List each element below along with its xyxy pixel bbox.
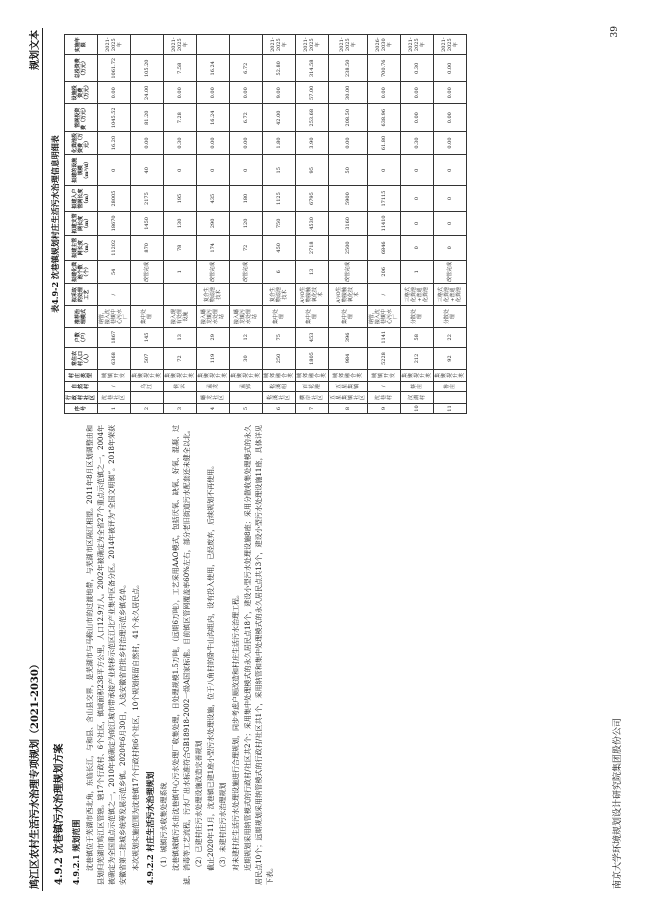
table-cell: 0.00 xyxy=(230,132,263,155)
table-cell: 30 xyxy=(230,347,263,370)
table-cell: 0 xyxy=(197,155,230,186)
table-cell: 0.00 xyxy=(368,82,401,104)
table-cell: 横岸社区 xyxy=(296,392,329,404)
header-doc-type: 规划文本 xyxy=(30,30,41,70)
table-cell: 7.58 xyxy=(164,55,197,82)
table-cell xyxy=(230,392,263,404)
table-cell: 2500 xyxy=(329,236,368,260)
table-cell: 松溪组 xyxy=(263,381,296,391)
table-cell: 0 xyxy=(434,186,467,211)
table-cell: 95 xyxy=(296,155,329,186)
page-number: 39 xyxy=(610,26,620,38)
table-cell: 3.90 xyxy=(296,132,329,155)
table-header-cell: 管网投资费（万元） xyxy=(65,104,98,132)
table-cell: 1 xyxy=(401,260,434,284)
table-cell: 29 xyxy=(197,328,230,348)
table-cell: 2021-2025年 xyxy=(401,35,434,55)
paragraph-intro: 沈巷镇位于芜湖市西北角，东临长江，与和县、含山县交界，是芜湖市与马鞍山市的过渡地带，与芜湖市区隔江相望。2011年8月区划调整由和县划归芜湖市鸠江区管辖。辖17个行政村、6个社区，镇域面积238平方公里，人口12.9万人。2002年被确定为全省27个重点示范镇之一，2004年被确定为全国重点示范镇之一，2010年被确定为皖江城市带承接产业转移示范区江北产业集中区备分区。2014年被评为“全国文明镇”。2018年荣获安徽省第二批城乡统筹发展示范乡镇。2020年6月30日，入选安徽省首批乡村治理示范乡镇名单。 xyxy=(85,425,128,885)
table-cell: 16.20 xyxy=(98,132,131,155)
table-title: 表4.9-2 沈巷镇规划村庄生活污水治理信息明细表 xyxy=(50,135,60,313)
table-cell: 2021-2025年 xyxy=(263,35,296,55)
table-header-cell: 化粪池投资费（万元） xyxy=(65,132,98,155)
footer-org: 南京大学环境规划设计研究院集团股份公司 xyxy=(613,717,623,889)
table-header-cell: 村庄类型 xyxy=(65,370,98,381)
table-cell xyxy=(164,392,197,404)
table-cell: 7.28 xyxy=(164,104,197,132)
table-cell: 0 xyxy=(401,236,434,260)
table-cell: 4 xyxy=(197,404,230,414)
table-cell xyxy=(230,284,263,306)
table-cell: 4530 xyxy=(296,211,329,235)
table-cell: 9 xyxy=(368,404,401,414)
table-cell: 城郊融合类 xyxy=(296,370,329,381)
table-cell: 145 xyxy=(131,328,164,348)
table-cell: 分散处理 xyxy=(401,306,434,328)
paragraph-existing: 截止2020年11月，沈巷镇已建1座小型污水处理设施，位于八角村的卧牛山沟组内，设有投入使用，已经废弃，后续规划不再使用。 xyxy=(207,461,216,871)
table-cell: 城镇开发 xyxy=(98,370,131,381)
table-cell: A²/O生物接触氧化技术 xyxy=(296,284,329,306)
table-header-cell: 拟建主管网长度（m） xyxy=(65,236,98,260)
table-cell: 57.00 xyxy=(296,82,329,104)
table-cell: 2021-2025年 xyxy=(164,35,197,55)
table-cell: 蟠龙社区 xyxy=(197,392,230,404)
table-cell: 城郊融合类 xyxy=(329,370,368,381)
paragraph-town-system: 沈巷镇城镇污水由沈巷镇中心污水处理厂收集处理，日处理规模1.5万吨，（远期6万吨），工艺采用AAO模式，包括厌氧、缺氧、好氧、混凝、过滤、消毒等工艺流程，污水厂出水标准符合GB18918-2002一级A国家标准。目前镇区管网覆盖率60%左右，部分老旧街道污水配套还未健全以北。 xyxy=(171,425,191,885)
table-cell: 0.00 xyxy=(434,82,467,104)
paragraph-unbuilt: 对未建村庄生活污水处理设施进行合理规划，同步考虑户厕改造和村庄生活污水治理工程。 xyxy=(231,591,240,871)
table-cell: / xyxy=(98,381,131,391)
table-row xyxy=(98,35,131,414)
table-cell: 195 xyxy=(164,186,197,211)
table-cell: 16.24 xyxy=(197,55,230,82)
table-cell: 92 xyxy=(434,347,467,370)
table-cell: 0 xyxy=(98,155,131,186)
table-cell: 6.72 xyxy=(230,55,263,82)
table-cell: 侯云 xyxy=(164,381,197,391)
table-cell: 7 xyxy=(296,404,329,414)
table-cell: / xyxy=(368,284,401,306)
table-cell: 1125 xyxy=(263,186,296,211)
table-cell: 0 xyxy=(230,155,263,186)
table-cell: 集中处理 xyxy=(296,306,329,328)
table-cell: 2021-2025年 xyxy=(329,35,368,55)
table-cell: 2021-2025年 xyxy=(434,35,467,55)
table-cell: 450 xyxy=(263,236,296,260)
table-cell: 纳管，接入沈巷镇中心污水厂 xyxy=(98,306,131,328)
table-cell: 接入现有处理设施 xyxy=(164,306,197,328)
table-cell: / xyxy=(98,284,131,306)
table-cell: 接入蟠龙镇污水处理站 xyxy=(197,306,230,328)
table-cell: 0.30 xyxy=(164,132,197,155)
table-cell: 72 xyxy=(164,347,197,370)
table-cell: 81.20 xyxy=(131,104,164,132)
table-header-cell: 行政村社区 xyxy=(65,392,98,404)
table-cell: 集中处理 xyxy=(131,306,164,328)
table-cell: 集聚提升类 xyxy=(197,370,230,381)
table-cell: 1045.52 xyxy=(98,104,131,132)
table-cell: 0.30 xyxy=(401,132,434,155)
table-row xyxy=(197,35,230,414)
table-cell: 15 xyxy=(263,155,296,186)
table-cell: 6 xyxy=(263,260,296,284)
table-cell: 61.80 xyxy=(368,132,401,155)
table-cell: 0.30 xyxy=(401,55,434,82)
table-header-cell: 常住农村人口（人） xyxy=(65,347,98,370)
table-cell: 0 xyxy=(401,186,434,211)
table-cell: 24.00 xyxy=(131,82,164,104)
table-cell xyxy=(230,35,263,55)
table-cell xyxy=(131,392,164,404)
table-header-cell: 拟建入户管网长度（m） xyxy=(65,186,98,211)
table-cell: 0.00 xyxy=(98,82,131,104)
table-row xyxy=(230,35,263,414)
table-header-row xyxy=(65,35,98,414)
table-cell: 75 xyxy=(263,328,296,348)
table-cell: 3160 xyxy=(329,211,368,235)
table-cell: 0 xyxy=(164,155,197,186)
table-cell: 5228 xyxy=(368,347,401,370)
table-row xyxy=(263,35,296,414)
table-cell: A²/O生物接触氧化技术 xyxy=(329,284,368,306)
table-cell: 9.00 xyxy=(263,82,296,104)
table-header-cell: 拟采取的处理工艺 xyxy=(65,284,98,306)
item-heading-1: （1）城镇污水收集处理系统 xyxy=(159,782,168,871)
table-cell: 1061.72 xyxy=(98,55,131,82)
table-cell: 250 xyxy=(263,347,296,370)
table-cell: 10 xyxy=(401,404,434,414)
table-cell xyxy=(434,392,467,404)
table-cell: 0 xyxy=(401,155,434,186)
table-cell: 复合生物滤池技术 xyxy=(263,284,296,306)
table-cell: 238.50 xyxy=(329,55,368,82)
subsection-plan: 4.9.2.2 村庄生活污水治理规划 xyxy=(144,771,155,885)
table-cell: 50 xyxy=(329,155,368,186)
table-cell: 2718 xyxy=(296,236,329,260)
table-cell: 纳管，接入沈巷镇中心污水厂 xyxy=(368,306,401,328)
table-cell: 5 xyxy=(230,404,263,414)
table-header-cell: 户数（户） xyxy=(65,328,98,348)
table-cell: 3 xyxy=(164,404,197,414)
table-cell: 集聚提升类 xyxy=(401,370,434,381)
table-row xyxy=(164,35,197,414)
table-cell: 2175 xyxy=(131,186,164,211)
table-cell: 沈巷社区 xyxy=(98,392,131,404)
table-cell: 百花港 xyxy=(296,381,329,391)
item-heading-2: （2）已建村庄污水处理设施改造完善规划 xyxy=(195,740,204,871)
table-cell: 6795 xyxy=(296,186,329,211)
table-cell: 三格式化粪池+普通化粪池 xyxy=(401,284,434,306)
table-cell: 0.00 xyxy=(197,132,230,155)
table-cell: 0 xyxy=(434,236,467,260)
body-text xyxy=(50,425,277,885)
table-cell: 28005 xyxy=(98,186,131,211)
table-cell: 0.00 xyxy=(197,82,230,104)
table-cell: 0.00 xyxy=(434,104,467,132)
table-cell: 174 xyxy=(197,236,230,260)
table-header-cell: 设施投资费（万元） xyxy=(65,82,98,104)
table-header-cell: 推荐治理模式 xyxy=(65,306,98,328)
table-cell: 6368 xyxy=(98,347,131,370)
header-title: 鸠江区农村生活污水治理专项规划（2021-2030） xyxy=(30,659,41,889)
table-cell: 700.76 xyxy=(368,55,401,82)
table-cell: 1 xyxy=(164,260,197,284)
table-cell: 0 xyxy=(368,155,401,186)
table-cell: 0.00 xyxy=(401,104,434,132)
table-cell: 870 xyxy=(131,236,164,260)
table-cell: 五星集镇 xyxy=(329,381,368,391)
table-cell: 208.50 xyxy=(329,104,368,132)
table-cell: 119 xyxy=(197,347,230,370)
table-header-cell: 总投资费（万元） xyxy=(65,55,98,82)
table-cell: 1450 xyxy=(131,211,164,235)
table-cell: / xyxy=(368,381,401,391)
paragraph-plan-detail: 近期规划采用纳管模式的行政村/社区共2个；采用集中处理模式的永久居民点18个，建设小型污水处理设施8座；采用分散收集处理模式的永久居民点10个；远期规划采用纳管模式的行政村/社区共1个，采用纳管和集中处理模式的永久居民点共13个，建设小型污水处理设施11座，具体详见下表。 xyxy=(243,425,275,885)
table-cell: 五星集镇社区 xyxy=(329,392,368,404)
table-cell: 三格式化粪池+普通化粪池 xyxy=(434,284,467,306)
table-cell: 孟郢 xyxy=(230,381,263,391)
table-cell: 改管完成 xyxy=(434,260,467,284)
table-cell: 206 xyxy=(368,260,401,284)
table-cell: 城镇开发 xyxy=(368,370,401,381)
table-cell: 0.00 xyxy=(230,82,263,104)
item-heading-3: （3）未建村庄污水治理规划 xyxy=(219,782,228,871)
paragraph-scope: 本次规划实施范围为沈巷镇17个行政村和6个社区，10个规划保留自然村，41个永久居民点。 xyxy=(131,580,140,871)
table-cell: 2021-2025年 xyxy=(98,35,131,55)
table-cell: 乌江 xyxy=(131,381,164,391)
table-cell: 0.00 xyxy=(329,132,368,155)
table-cell xyxy=(164,284,197,306)
table-cell: 1 xyxy=(98,404,131,414)
table-header-cell: 自然村 xyxy=(65,381,98,391)
table-header-cell: 拟建化粪池个数（个） xyxy=(65,260,98,284)
table-cell: 1867 xyxy=(98,328,131,348)
table-cell: 984 xyxy=(329,347,368,370)
header-divider xyxy=(42,28,43,891)
table-cell: 0.00 xyxy=(434,132,467,155)
table-cell: 435 xyxy=(197,186,230,211)
table-header-cell: 拟建的设施规模（m³/d） xyxy=(65,155,98,186)
table-cell: 212 xyxy=(401,347,434,370)
table-cell: 松溪社区 xyxy=(263,392,296,404)
table-cell: 253.68 xyxy=(296,104,329,132)
table-cell xyxy=(197,35,230,55)
table-body xyxy=(98,35,467,414)
table-cell: 2026-2030年 xyxy=(368,35,401,55)
table-row xyxy=(296,35,329,414)
table-cell: 11202 xyxy=(98,236,131,260)
table-cell: 58 xyxy=(401,328,434,348)
table-cell: 40 xyxy=(131,155,164,186)
table-cell: 城郊融合类 xyxy=(263,370,296,381)
table-cell: 290 xyxy=(197,211,230,235)
table-cell: 78 xyxy=(164,236,197,260)
table-cell: 2021-2025年 xyxy=(296,35,329,55)
table-cell: 120 xyxy=(230,211,263,235)
table-cell: 13 xyxy=(296,260,329,284)
table-cell: 集聚提升类 xyxy=(434,370,467,381)
table-cell: 6 xyxy=(263,404,296,414)
table-cell: 42.00 xyxy=(263,104,296,132)
table-cell: 接入蟠龙镇污水处理站 xyxy=(230,306,263,328)
table-cell: 0 xyxy=(401,211,434,235)
table-cell: 180 xyxy=(230,186,263,211)
table-row xyxy=(329,35,368,414)
table-cell: 30.00 xyxy=(329,82,368,104)
table-cell: 汉湖村 xyxy=(401,392,434,404)
table-cell: 396 xyxy=(329,328,368,348)
table-cell: 蔡庄 xyxy=(401,381,434,391)
table-cell: 沈巷村 xyxy=(368,392,401,404)
table-row xyxy=(401,35,434,414)
table-cell: 314.58 xyxy=(296,55,329,82)
table-cell: 改管完成 xyxy=(131,260,164,284)
table-cell: 集聚提升类 xyxy=(131,370,164,381)
table-cell: 集中处理 xyxy=(263,306,296,328)
table-cell: 750 xyxy=(263,211,296,235)
table-cell: 1.80 xyxy=(263,132,296,155)
table-cell: 11410 xyxy=(368,211,401,235)
table-cell: 2 xyxy=(131,404,164,414)
table-cell: 13 xyxy=(164,328,197,348)
table-cell: 5900 xyxy=(329,186,368,211)
table-cell: 638.96 xyxy=(368,104,401,132)
table-cell xyxy=(131,35,164,55)
table-cell: 鲁庄 xyxy=(434,381,467,391)
table-cell: 0.00 xyxy=(401,82,434,104)
table-cell: 分散处理 xyxy=(434,306,467,328)
table-cell: 0.00 xyxy=(434,55,467,82)
table-cell: 集中处理 xyxy=(329,306,368,328)
table-row xyxy=(368,35,401,414)
table-header-cell: 实施年限 xyxy=(65,35,98,55)
table-cell: 0.00 xyxy=(131,132,164,155)
table-cell: 孟龙 xyxy=(197,381,230,391)
table-cell: 18670 xyxy=(98,211,131,235)
table-cell: 1141 xyxy=(368,328,401,348)
section-title: 4.9.2 沈巷镇污水治理规划方案 xyxy=(54,743,65,885)
table-cell: 52.80 xyxy=(263,55,296,82)
table-cell: 6.72 xyxy=(230,104,263,132)
table-cell: 105.20 xyxy=(131,55,164,82)
table-cell: 复合生物滤池技术 xyxy=(197,284,230,306)
table-cell: 22 xyxy=(434,328,467,348)
table-cell: 0 xyxy=(434,155,467,186)
table-cell: 改管完成 xyxy=(230,260,263,284)
table-cell: 12 xyxy=(230,328,263,348)
table-cell: 集聚提升类 xyxy=(164,370,197,381)
table-cell xyxy=(131,284,164,306)
subsection-scope: 4.9.2.1 规划范围 xyxy=(71,819,81,885)
table-cell: 17115 xyxy=(368,186,401,211)
table-cell: 130 xyxy=(164,211,197,235)
table-cell: 16.24 xyxy=(197,104,230,132)
table-cell: 0 xyxy=(434,211,467,235)
table-cell: 507 xyxy=(131,347,164,370)
table-cell: 集聚提升类 xyxy=(230,370,263,381)
table-cell: 6846 xyxy=(368,236,401,260)
table-cell: 改管完成 xyxy=(197,260,230,284)
table-cell: 54 xyxy=(98,260,131,284)
table-header-cell: 序号 xyxy=(65,404,98,414)
table-cell: 8 xyxy=(329,404,368,414)
table-row xyxy=(434,35,467,414)
table-header-cell: 拟建支管网长度（m） xyxy=(65,211,98,235)
table-cell: 1805 xyxy=(296,347,329,370)
info-table xyxy=(64,34,467,414)
table-cell: 72 xyxy=(230,236,263,260)
table-cell: 453 xyxy=(296,328,329,348)
table-cell: 0.00 xyxy=(164,82,197,104)
table-cell: 11 xyxy=(434,404,467,414)
table-row xyxy=(131,35,164,414)
table-cell: 改管完成 xyxy=(329,260,368,284)
